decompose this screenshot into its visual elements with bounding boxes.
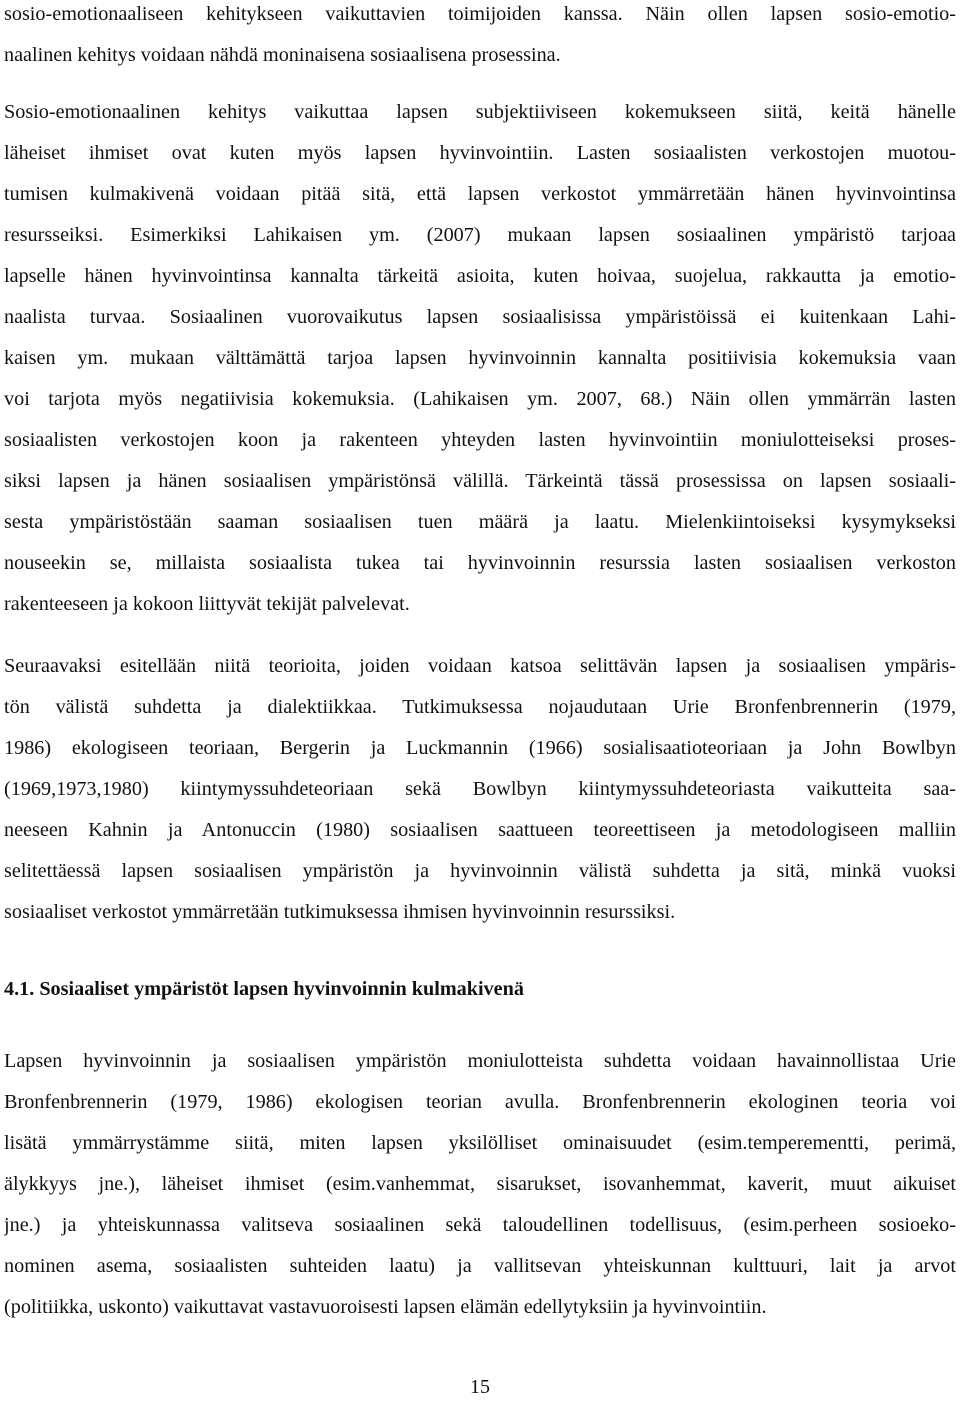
text-line: nouseekin se, millaista sosiaalista tukea tai hyvinvoinnin resurssia lasten sosiaalisen verkoston	[4, 552, 956, 574]
text-line: nominen asema, sosiaalisten suhteiden laatu) ja vallitsevan yhteiskunnan kulttuuri, lait ja arvot	[4, 1255, 956, 1277]
text-line: sesta ympäristöstään saaman sosiaalisen tuen määrä ja laatu. Mielenkiintoiseksi kysymykseksi	[4, 511, 956, 533]
text-line: naalista turvaa. Sosiaalinen vuorovaikutus lapsen sosiaalisissa ympäristöissä ei kuitenkaan Lahi-	[4, 306, 956, 328]
text-line: siksi lapsen ja hänen sosiaalisen ympäristönsä välillä. Tärkeintä tässä prosessissa on lapsen sosiaali-	[4, 470, 956, 492]
text-line: sosio-emotionaaliseen kehitykseen vaikuttavien toimijoiden kanssa. Näin ollen lapsen sosio-emotio-	[4, 3, 956, 25]
text-line: voi tarjota myös negatiivisia kokemuksia. (Lahikaisen ym. 2007, 68.) Näin ollen ymmärrän lasten	[4, 388, 956, 410]
text-line: lisätä ymmärrystämme siitä, miten lapsen yksilölliset ominaisuudet (esim.temperementti, perimä,	[4, 1132, 956, 1154]
text-line: Sosio-emotionaalinen kehitys vaikuttaa lapsen subjektiiviseen kokemukseen siitä, keitä hänelle	[4, 101, 956, 123]
text-line: rakenteeseen ja kokoon liittyvät tekijät palvelevat.	[4, 593, 410, 615]
section-heading: 4.1. Sosiaaliset ympäristöt lapsen hyvinvoinnin kulmakivenä	[4, 978, 524, 1000]
text-line: (1969,1973,1980) kiintymyssuhdeteoriaan sekä Bowlbyn kiintymyssuhdeteoriasta vaikutteita saa-	[4, 778, 956, 800]
text-line: kaisen ym. mukaan välttämättä tarjoa lapsen hyvinvoinnin kannalta positiivisia kokemuksia vaan	[4, 347, 956, 369]
text-line: älykkyys jne.), läheiset ihmiset (esim.vanhemmat, sisarukset, isovanhemmat, kaverit, muut aikuiset	[4, 1173, 956, 1195]
text-line: tumisen kulmakivenä voidaan pitää sitä, että lapsen verkostot ymmärretään hänen hyvinvointinsa	[4, 183, 956, 205]
page-number: 15	[470, 1376, 490, 1398]
text-line: naalinen kehitys voidaan nähdä moninaisena sosiaalisena prosessina.	[4, 44, 561, 66]
text-line: resursseiksi. Esimerkiksi Lahikaisen ym. (2007) mukaan lapsen sosiaalinen ympäristö tarjoaa	[4, 224, 956, 246]
text-line: lapselle hänen hyvinvointinsa kannalta tärkeitä asioita, kuten hoivaa, suojelua, rakkautta ja emotio-	[4, 265, 956, 287]
text-line: selitettäessä lapsen sosiaalisen ympäristön ja hyvinvoinnin välistä suhdetta ja sitä, minkä vuoksi	[4, 860, 956, 882]
text-line: Lapsen hyvinvoinnin ja sosiaalisen ympäristön moniulotteista suhdetta voidaan havainnollistaa Urie	[4, 1050, 956, 1072]
text-line: neeseen Kahnin ja Antonuccin (1980) sosiaalisen saattueen teoreettiseen ja metodologiseen malliin	[4, 819, 956, 841]
text-line: läheiset ihmiset ovat kuten myös lapsen hyvinvointiin. Lasten sosiaalisten verkostojen muotou-	[4, 142, 956, 164]
text-line: sosiaalisten verkostojen koon ja rakenteen yhteyden lasten hyvinvointiin moniulotteiseksi proses-	[4, 429, 956, 451]
text-line: 1986) ekologiseen teoriaan, Bergerin ja Luckmannin (1966) sosialisaatioteoriaan ja John Bowlbyn	[4, 737, 956, 759]
text-line: sosiaaliset verkostot ymmärretään tutkimuksessa ihmisen hyvinvoinnin resurssiksi.	[4, 901, 676, 923]
text-line: jne.) ja yhteiskunnassa valitseva sosiaalinen sekä taloudellinen todellisuus, (esim.perheen sosioeko-	[4, 1214, 956, 1236]
text-line: Bronfenbrennerin (1979, 1986) ekologisen teorian avulla. Bronfenbrennerin ekologinen teoria voi	[4, 1091, 956, 1113]
text-line: (politiikka, uskonto) vaikuttavat vastavuoroisesti lapsen elämän edellytyksiin ja hyvinvointiin.	[4, 1296, 767, 1318]
text-line: Seuraavaksi esitellään niitä teorioita, joiden voidaan katsoa selittävän lapsen ja sosiaalisen ympäris-	[4, 655, 956, 677]
text-line: tön välistä suhdetta ja dialektiikkaa. Tutkimuksessa nojaudutaan Urie Bronfenbrennerin (1979,	[4, 696, 956, 718]
